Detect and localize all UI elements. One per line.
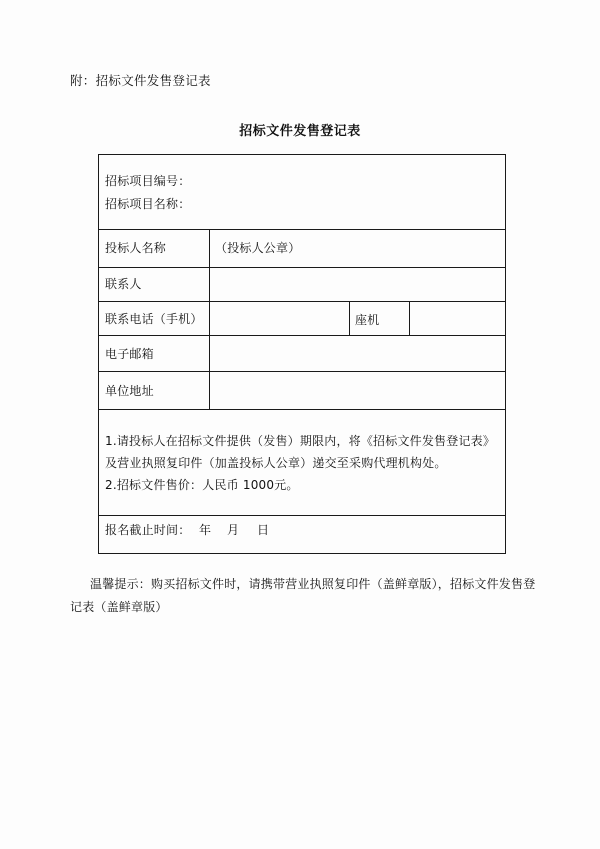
contact-label: 联系人 [105, 277, 142, 291]
column-divider [349, 301, 350, 335]
form-notes [105, 430, 499, 496]
note-line-2: 2.招标文件售价：人民币 1000元。 [105, 478, 299, 492]
bidder-name-label: 投标人名称 [105, 241, 167, 255]
address-label: 单位地址 [105, 384, 154, 398]
form-title: 招标文件发售登记表 [239, 124, 361, 139]
reminder-note: 温馨提示：购买招标文件时，请携带营业执照复印件（盖鲜章版），招标文件发售登记表（盖鲜章版） [70, 577, 536, 614]
note-line-1: 1.请投标人在招标文件提供（发售）期限内，将《招标文件发售登记表》及营业执照复印件（加盖投标人公章）递交至采购代理机构处。 [105, 434, 496, 470]
deadline-label: 报名截止时间： [105, 523, 191, 537]
bidder-seal-note: （投标人公章） [215, 241, 301, 255]
row-divider [99, 267, 505, 268]
row-divider [99, 409, 505, 410]
row-divider [99, 301, 505, 302]
registration-form-table [98, 154, 506, 554]
deadline-year-label: 年 [199, 523, 212, 537]
deadline-day-label: 日 [257, 523, 270, 537]
project-name-label: 招标项目名称： [105, 197, 191, 211]
row-divider [99, 229, 505, 230]
row-divider [99, 371, 505, 372]
row-divider [99, 515, 505, 516]
attachment-label: 附：招标文件发售登记表 [70, 73, 211, 88]
phone-label: 联系电话（手机） [105, 312, 203, 326]
row-divider [99, 335, 505, 336]
landline-label: 座机 [355, 313, 380, 327]
column-divider [209, 229, 210, 409]
deadline-month-label: 月 [227, 523, 240, 537]
column-divider [409, 301, 410, 335]
project-number-label: 招标项目编号： [105, 174, 191, 188]
email-label: 电子邮箱 [105, 347, 154, 361]
